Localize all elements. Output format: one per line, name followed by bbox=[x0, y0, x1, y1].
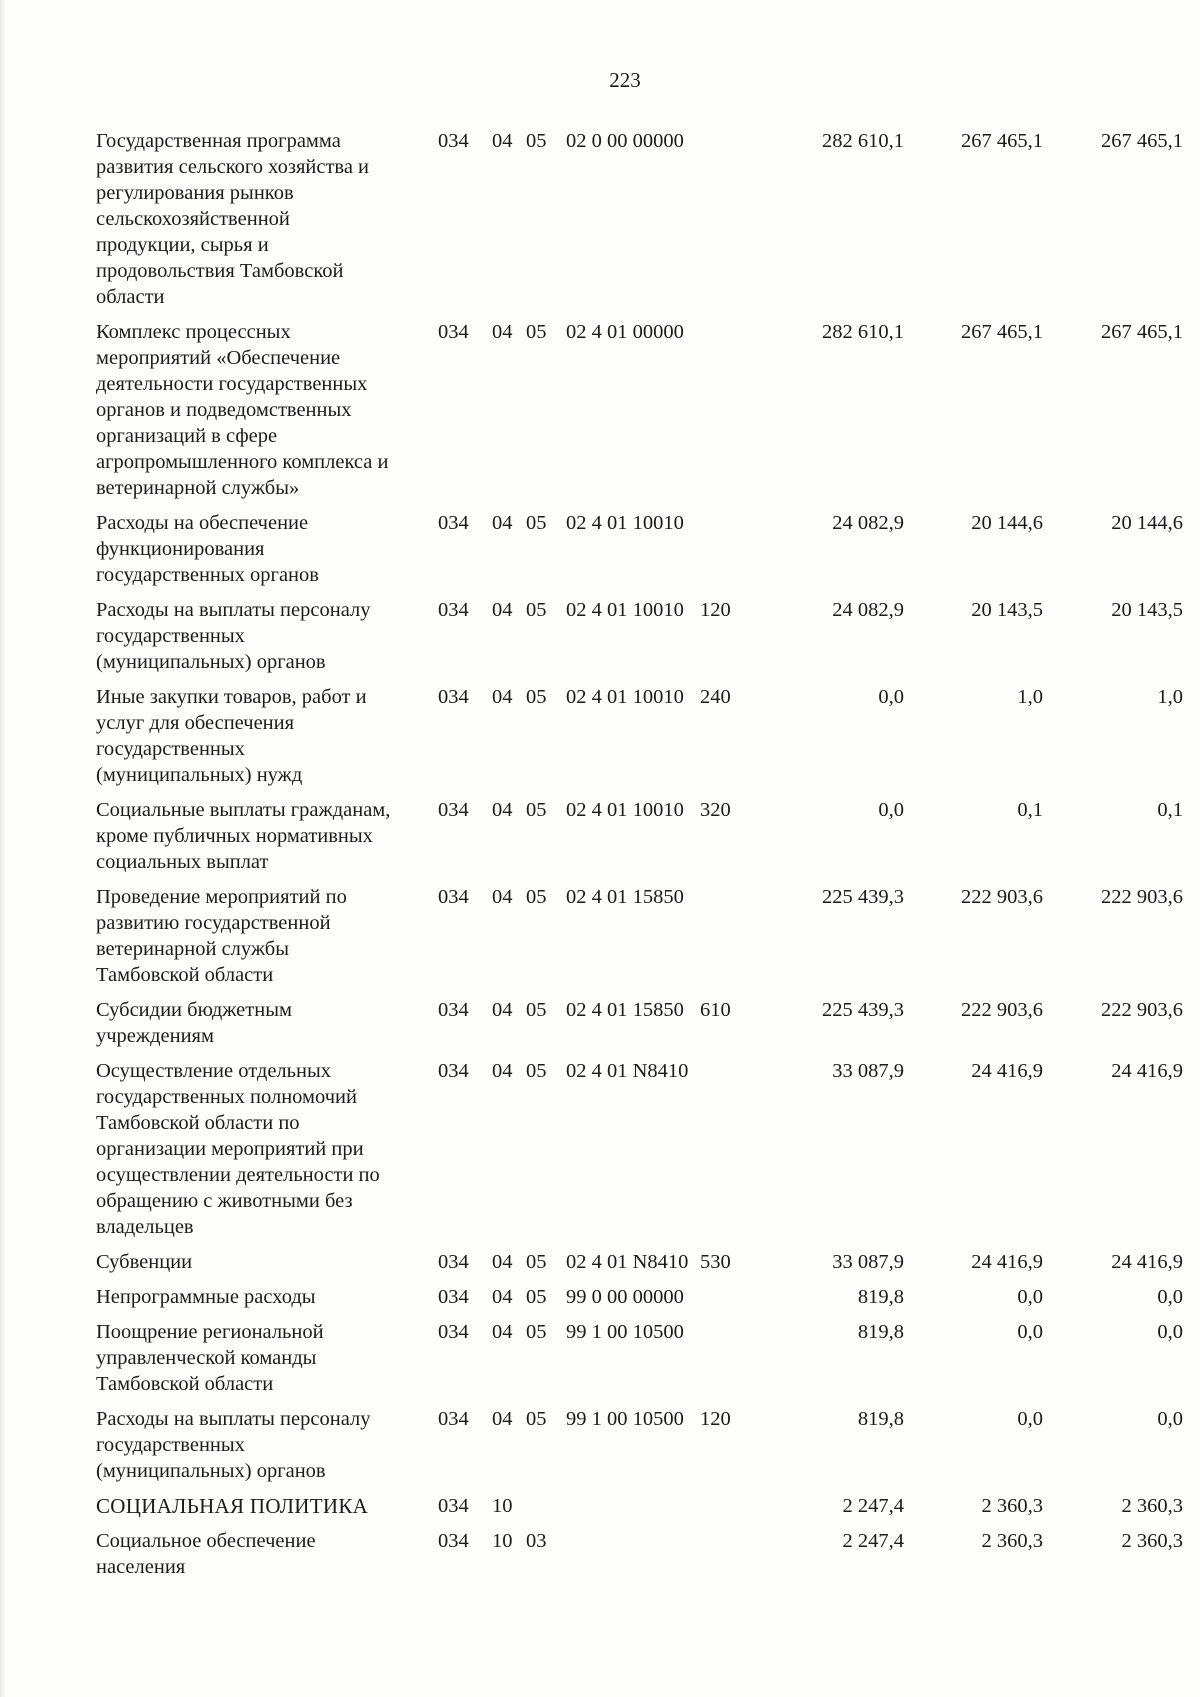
amount-year-2: 267 465,1 bbox=[961, 130, 1043, 152]
section-code: 04 bbox=[492, 599, 513, 621]
amount-year-3: 267 465,1 bbox=[1101, 321, 1183, 343]
grbs-code: 034 bbox=[438, 599, 469, 621]
amount-year-3: 222 903,6 bbox=[1101, 999, 1183, 1021]
expense-name: Поощрение региональной управленческой команды Тамбовской области bbox=[96, 1321, 324, 1395]
amount-year-3: 20 144,6 bbox=[1111, 512, 1183, 534]
section-code: 04 bbox=[492, 799, 513, 821]
section-code: 04 bbox=[492, 512, 513, 534]
subsection-code: 05 bbox=[526, 1321, 547, 1343]
amount-year-3: 2 360,3 bbox=[1121, 1530, 1183, 1552]
amount-year-3: 24 416,9 bbox=[1111, 1060, 1183, 1082]
amount-year-1: 33 087,9 bbox=[832, 1251, 904, 1273]
amount-year-1: 24 082,9 bbox=[832, 599, 904, 621]
target-article-code: 02 4 01 10010 bbox=[566, 799, 684, 821]
amount-year-2: 0,0 bbox=[1017, 1321, 1043, 1343]
subsection-code: 05 bbox=[526, 686, 547, 708]
amount-year-1: 2 247,4 bbox=[842, 1495, 904, 1517]
section-code: 04 bbox=[492, 999, 513, 1021]
grbs-code: 034 bbox=[438, 1060, 469, 1082]
amount-year-3: 0,1 bbox=[1157, 799, 1183, 821]
table-row bbox=[96, 1319, 1186, 1397]
amount-year-2: 267 465,1 bbox=[961, 321, 1043, 343]
expense-name: Субсидии бюджетным учреждениям bbox=[96, 999, 292, 1047]
amount-year-1: 282 610,1 bbox=[822, 130, 904, 152]
expense-name: Социальное обеспечение населения bbox=[96, 1530, 316, 1578]
table-row bbox=[96, 319, 1186, 501]
target-article-code: 02 4 01 10010 bbox=[566, 599, 684, 621]
table-row bbox=[96, 797, 1186, 875]
amount-year-2: 2 360,3 bbox=[981, 1495, 1043, 1517]
section-code: 04 bbox=[492, 1408, 513, 1430]
amount-year-3: 24 416,9 bbox=[1111, 1251, 1183, 1273]
amount-year-1: 282 610,1 bbox=[822, 321, 904, 343]
section-code: 10 bbox=[492, 1530, 513, 1552]
expense-name: Иные закупки товаров, работ и услуг для обеспечения государственных (муниципальных) нужд bbox=[96, 686, 367, 786]
amount-year-2: 20 143,5 bbox=[971, 599, 1043, 621]
subsection-code: 05 bbox=[526, 1286, 547, 1308]
amount-year-1: 819,8 bbox=[857, 1286, 904, 1308]
grbs-code: 034 bbox=[438, 1251, 469, 1273]
expense-name: Субвенции bbox=[96, 1251, 193, 1273]
expense-name: Комплекс процессных мероприятий «Обеспечение деятельности государственных органов и подведомственных организаций в сфере агропромышленного комплекса и ветеринарной службы» bbox=[96, 321, 389, 499]
amount-year-1: 819,8 bbox=[857, 1321, 904, 1343]
table-row bbox=[96, 884, 1186, 988]
target-article-code: 02 4 01 10010 bbox=[566, 686, 684, 708]
amount-year-1: 0,0 bbox=[878, 799, 904, 821]
amount-year-1: 2 247,4 bbox=[842, 1530, 904, 1552]
scan-edge bbox=[0, 0, 6, 1697]
grbs-code: 034 bbox=[438, 1286, 469, 1308]
amount-year-3: 20 143,5 bbox=[1111, 599, 1183, 621]
amount-year-3: 267 465,1 bbox=[1101, 130, 1183, 152]
expense-type-code: 320 bbox=[700, 799, 731, 821]
expense-type-code: 530 bbox=[700, 1251, 731, 1273]
target-article-code: 02 4 01 10010 bbox=[566, 512, 684, 534]
amount-year-3: 2 360,3 bbox=[1121, 1495, 1183, 1517]
target-article-code: 99 1 00 10500 bbox=[566, 1408, 684, 1430]
grbs-code: 034 bbox=[438, 799, 469, 821]
budget-table bbox=[96, 128, 1186, 1589]
grbs-code: 034 bbox=[438, 130, 469, 152]
subsection-code: 05 bbox=[526, 1408, 547, 1430]
amount-year-2: 24 416,9 bbox=[971, 1060, 1043, 1082]
table-row bbox=[96, 128, 1186, 310]
subsection-code: 05 bbox=[526, 799, 547, 821]
grbs-code: 034 bbox=[438, 999, 469, 1021]
grbs-code: 034 bbox=[438, 321, 469, 343]
table-row bbox=[96, 1249, 1186, 1275]
section-code: 04 bbox=[492, 886, 513, 908]
subsection-code: 05 bbox=[526, 1251, 547, 1273]
target-article-code: 02 0 00 00000 bbox=[566, 130, 684, 152]
amount-year-2: 1,0 bbox=[1017, 686, 1043, 708]
subsection-code: 05 bbox=[526, 321, 547, 343]
subsection-code: 05 bbox=[526, 999, 547, 1021]
subsection-code: 05 bbox=[526, 512, 547, 534]
amount-year-3: 0,0 bbox=[1157, 1408, 1183, 1430]
amount-year-1: 819,8 bbox=[857, 1408, 904, 1430]
expense-type-code: 240 bbox=[700, 686, 731, 708]
table-row bbox=[96, 1284, 1186, 1310]
grbs-code: 034 bbox=[438, 1321, 469, 1343]
expense-type-code: 120 bbox=[700, 599, 731, 621]
expense-name: СОЦИАЛЬНАЯ ПОЛИТИКА bbox=[96, 1494, 369, 1518]
table-row bbox=[96, 684, 1186, 788]
subsection-code: 05 bbox=[526, 130, 547, 152]
amount-year-2: 222 903,6 bbox=[961, 999, 1043, 1021]
amount-year-3: 222 903,6 bbox=[1101, 886, 1183, 908]
target-article-code: 99 1 00 10500 bbox=[566, 1321, 684, 1343]
subsection-code: 05 bbox=[526, 886, 547, 908]
amount-year-1: 225 439,3 bbox=[822, 999, 904, 1021]
table-row bbox=[96, 1058, 1186, 1240]
table-row bbox=[96, 510, 1186, 588]
grbs-code: 034 bbox=[438, 886, 469, 908]
expense-type-code: 610 bbox=[700, 999, 731, 1021]
expense-name: Государственная программа развития сельского хозяйства и регулирования рынков сельскохозяйственной продукции, сырья и продовольствия Тамбовской области bbox=[96, 130, 370, 308]
expense-name: Проведение мероприятий по развитию государственной ветеринарной службы Тамбовской области bbox=[96, 886, 347, 986]
section-code: 04 bbox=[492, 1321, 513, 1343]
section-row bbox=[96, 1493, 1186, 1519]
amount-year-2: 2 360,3 bbox=[981, 1530, 1043, 1552]
grbs-code: 034 bbox=[438, 686, 469, 708]
section-code: 04 bbox=[492, 1286, 513, 1308]
target-article-code: 02 4 01 N8410 bbox=[566, 1060, 689, 1082]
amount-year-1: 33 087,9 bbox=[832, 1060, 904, 1082]
amount-year-2: 0,1 bbox=[1017, 799, 1043, 821]
target-article-code: 02 4 01 15850 bbox=[566, 886, 684, 908]
expense-name: Расходы на выплаты персоналу государственных (муниципальных) органов bbox=[96, 599, 371, 673]
grbs-code: 034 bbox=[438, 1408, 469, 1430]
section-code: 04 bbox=[492, 1060, 513, 1082]
section-code: 10 bbox=[492, 1495, 513, 1517]
expense-name: Расходы на выплаты персоналу государственных (муниципальных) органов bbox=[96, 1408, 371, 1482]
expense-name: Расходы на обеспечение функционирования государственных органов bbox=[96, 512, 319, 586]
page-number: 223 bbox=[609, 68, 641, 92]
target-article-code: 99 0 00 00000 bbox=[566, 1286, 684, 1308]
subsection-code: 05 bbox=[526, 599, 547, 621]
amount-year-2: 24 416,9 bbox=[971, 1251, 1043, 1273]
amount-year-3: 0,0 bbox=[1157, 1321, 1183, 1343]
expense-name: Осуществление отдельных государственных полномочий Тамбовской области по организации мероприятий при осуществлении деятельности по обращению с животными без владельцев bbox=[96, 1060, 380, 1238]
amount-year-2: 0,0 bbox=[1017, 1286, 1043, 1308]
table-row bbox=[96, 597, 1186, 675]
subsection-code: 05 bbox=[526, 1060, 547, 1082]
target-article-code: 02 4 01 15850 bbox=[566, 999, 684, 1021]
table-row bbox=[96, 1406, 1186, 1484]
section-code: 04 bbox=[492, 686, 513, 708]
amount-year-2: 20 144,6 bbox=[971, 512, 1043, 534]
subsection-code: 03 bbox=[526, 1530, 547, 1552]
section-code: 04 bbox=[492, 321, 513, 343]
expense-name: Социальные выплаты гражданам, кроме публичных нормативных социальных выплат bbox=[96, 799, 391, 873]
grbs-code: 034 bbox=[438, 1495, 469, 1517]
amount-year-3: 1,0 bbox=[1157, 686, 1183, 708]
amount-year-1: 225 439,3 bbox=[822, 886, 904, 908]
grbs-code: 034 bbox=[438, 512, 469, 534]
expense-type-code: 120 bbox=[700, 1408, 731, 1430]
expense-name: Непрограммные расходы bbox=[96, 1286, 316, 1308]
amount-year-2: 0,0 bbox=[1017, 1408, 1043, 1430]
target-article-code: 02 4 01 00000 bbox=[566, 321, 684, 343]
amount-year-3: 0,0 bbox=[1157, 1286, 1183, 1308]
grbs-code: 034 bbox=[438, 1530, 469, 1552]
section-code: 04 bbox=[492, 130, 513, 152]
amount-year-1: 24 082,9 bbox=[832, 512, 904, 534]
table-row bbox=[96, 1528, 1186, 1580]
table-row bbox=[96, 997, 1186, 1049]
section-code: 04 bbox=[492, 1251, 513, 1273]
target-article-code: 02 4 01 N8410 bbox=[566, 1251, 689, 1273]
amount-year-2: 222 903,6 bbox=[961, 886, 1043, 908]
amount-year-1: 0,0 bbox=[878, 686, 904, 708]
